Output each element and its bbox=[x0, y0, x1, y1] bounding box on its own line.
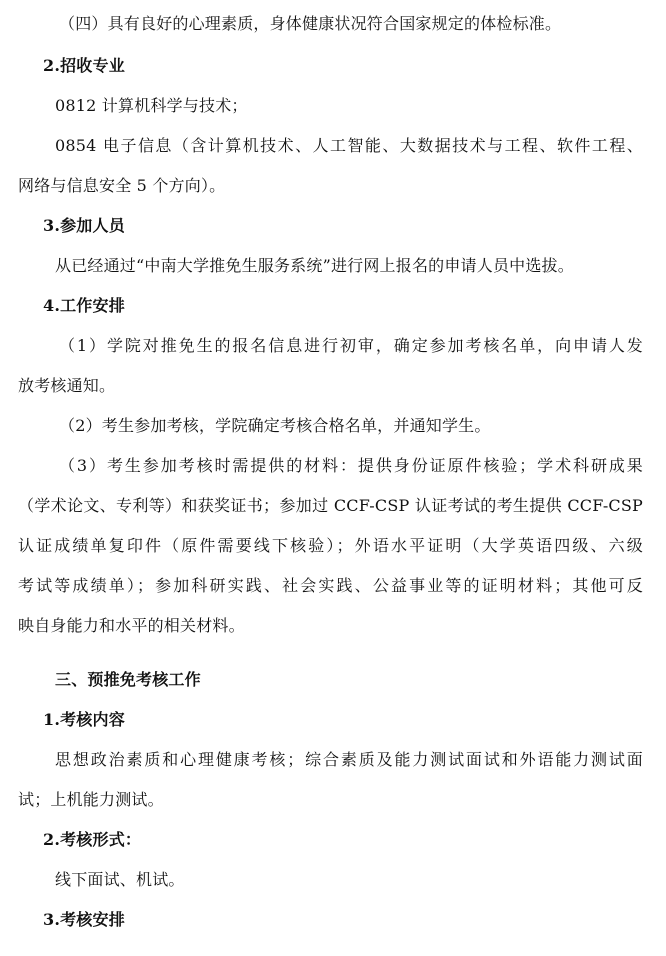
heading-participants: 3.参加人员 bbox=[43, 216, 125, 235]
participants-text: 从已经通过“中南大学推免生服务系统”进行网上报名的申请人员中选拔。 bbox=[55, 256, 574, 275]
arrangement-3-line2: （学术论文、专利等）和获奖证书；参加过 CCF-CSP 认证考试的考生提供 CCF-CSP bbox=[18, 496, 643, 515]
major-0854-line1: 0854 电子信息（含计算机技术、人工智能、大数据技术与工程、软件工程、 bbox=[55, 136, 643, 155]
heading-work-arrangement: 4.工作安排 bbox=[43, 296, 125, 315]
section-three-heading: 三、预推免考核工作 bbox=[55, 670, 201, 689]
arrangement-2: （2）考生参加考核，学院确定考核合格名单，并通知学生。 bbox=[59, 416, 491, 435]
heading-majors: 2.招收专业 bbox=[43, 56, 125, 75]
heading-exam-format: 2.考核形式： bbox=[43, 830, 142, 849]
heading-exam-schedule: 3.考核安排 bbox=[43, 910, 125, 929]
exam-content-line1: 思想政治素质和心理健康考核；综合素质及能力测试面试和外语能力测试面 bbox=[55, 750, 643, 769]
arrangement-3-line3: 认证成绩单复印件（原件需要线下核验）；外语水平证明（大学英语四级、六级 bbox=[18, 536, 643, 555]
arrangement-3-line5: 映自身能力和水平的相关材料。 bbox=[18, 616, 245, 635]
major-0812: 0812 计算机科学与技术； bbox=[55, 96, 248, 115]
requirement-item-4: （四）具有良好的心理素质，身体健康状况符合国家规定的体检标准。 bbox=[59, 14, 562, 33]
exam-format-text: 线下面试、机试。 bbox=[55, 870, 185, 889]
major-0854-line2: 网络与信息安全 5 个方向）。 bbox=[18, 176, 226, 195]
heading-exam-content: 1.考核内容 bbox=[43, 710, 125, 729]
arrangement-3-line1: （3）考生参加考核时需提供的材料：提供身份证原件核验；学术科研成果 bbox=[59, 456, 643, 475]
arrangement-1-line2: 放考核通知。 bbox=[18, 376, 116, 395]
arrangement-3-line4: 考试等成绩单）；参加科研实践、社会实践、公益事业等的证明材料；其他可反 bbox=[18, 576, 643, 595]
arrangement-1-line1: （1）学院对推免生的报名信息进行初审，确定参加考核名单，向申请人发 bbox=[59, 336, 643, 355]
exam-content-line2: 试；上机能力测试。 bbox=[18, 790, 164, 809]
